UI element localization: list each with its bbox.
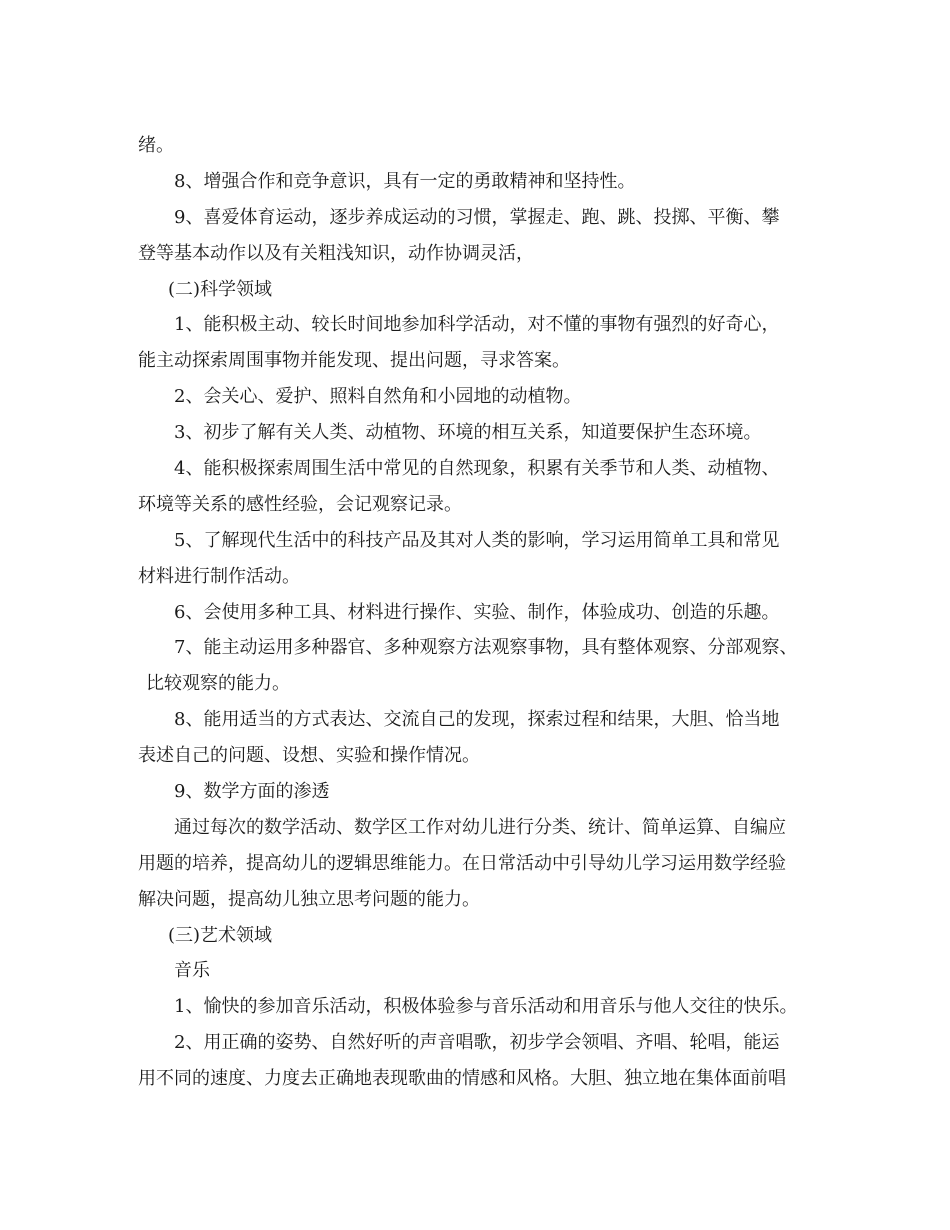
text-line: 通过每次的数学活动、数学区工作对幼儿进行分类、统计、简单运算、自编应 (174, 816, 786, 838)
document-body (138, 128, 814, 1097)
text-line: 7、能主动运用多种器官、多种观察方法观察事物，具有整体观察、分部观察、 (174, 637, 798, 659)
text-line: 用题的培养，提高幼儿的逻辑思维能力。在日常活动中引导幼儿学习运用数学经验 (138, 852, 786, 874)
text-line: 环境等关系的感性经验，会记观察记录。 (138, 493, 462, 515)
text-line: 登等基本动作以及有关粗浅知识，动作协调灵活， (138, 242, 534, 264)
text-line: 4、能积极探索周围生活中常见的自然现象，积累有关季节和人类、动植物、 (174, 458, 780, 480)
text-line: 解决问题，提高幼儿独立思考问题的能力。 (138, 888, 480, 910)
text-line: 绪。 (138, 135, 174, 156)
text-line: 8、能用适当的方式表达、交流自己的发现，探索过程和结果，大胆、恰当地 (174, 709, 780, 731)
text-line: 能主动探索周围事物并能发现、提出问题，寻求答案。 (138, 350, 570, 372)
text-line: 2、会关心、爱护、照料自然角和小园地的动植物。 (174, 386, 582, 408)
section-heading: (三)艺术领域 (168, 924, 273, 946)
text-line: 1、能积极主动、较长时间地参加科学活动，对不懂的事物有强烈的好奇心， (174, 314, 780, 336)
text-line: 5、了解现代生活中的科技产品及其对人类的影响，学习运用简单工具和常见 (174, 529, 780, 551)
text-line: 材料进行制作活动。 (138, 565, 300, 587)
text-line: 1、愉快的参加音乐活动，积极体验参与音乐活动和用音乐与他人交往的快乐。 (174, 996, 798, 1018)
text-line: 表述自己的问题、设想、实验和操作情况。 (138, 745, 480, 767)
text-line: 6、会使用多种工具、材料进行操作、实验、制作，体验成功、创造的乐趣。 (174, 601, 780, 623)
text-line: 9、喜爱体育运动，逐步养成运动的习惯，掌握走、跑、跳、投掷、平衡、攀 (174, 206, 780, 228)
text-line: 9、数学方面的渗透 (174, 781, 330, 803)
text-line: 8、增强合作和竞争意识，具有一定的勇敢精神和坚持性。 (174, 170, 636, 192)
text-line: 2、用正确的姿势、自然好听的声音唱歌，初步学会领唱、齐唱、轮唱，能运 (174, 1032, 780, 1054)
text-line: 3、初步了解有关人类、动植物、环境的相互关系，知道要保护生态环境。 (174, 422, 762, 444)
section-heading: (二)科学领域 (168, 278, 273, 300)
text-line: 比较观察的能力。 (146, 673, 290, 695)
text-line: 用不同的速度、力度去正确地表现歌曲的情感和风格。大胆、独立地在集体面前唱 (138, 1068, 786, 1090)
subsection-heading: 音乐 (174, 960, 210, 982)
